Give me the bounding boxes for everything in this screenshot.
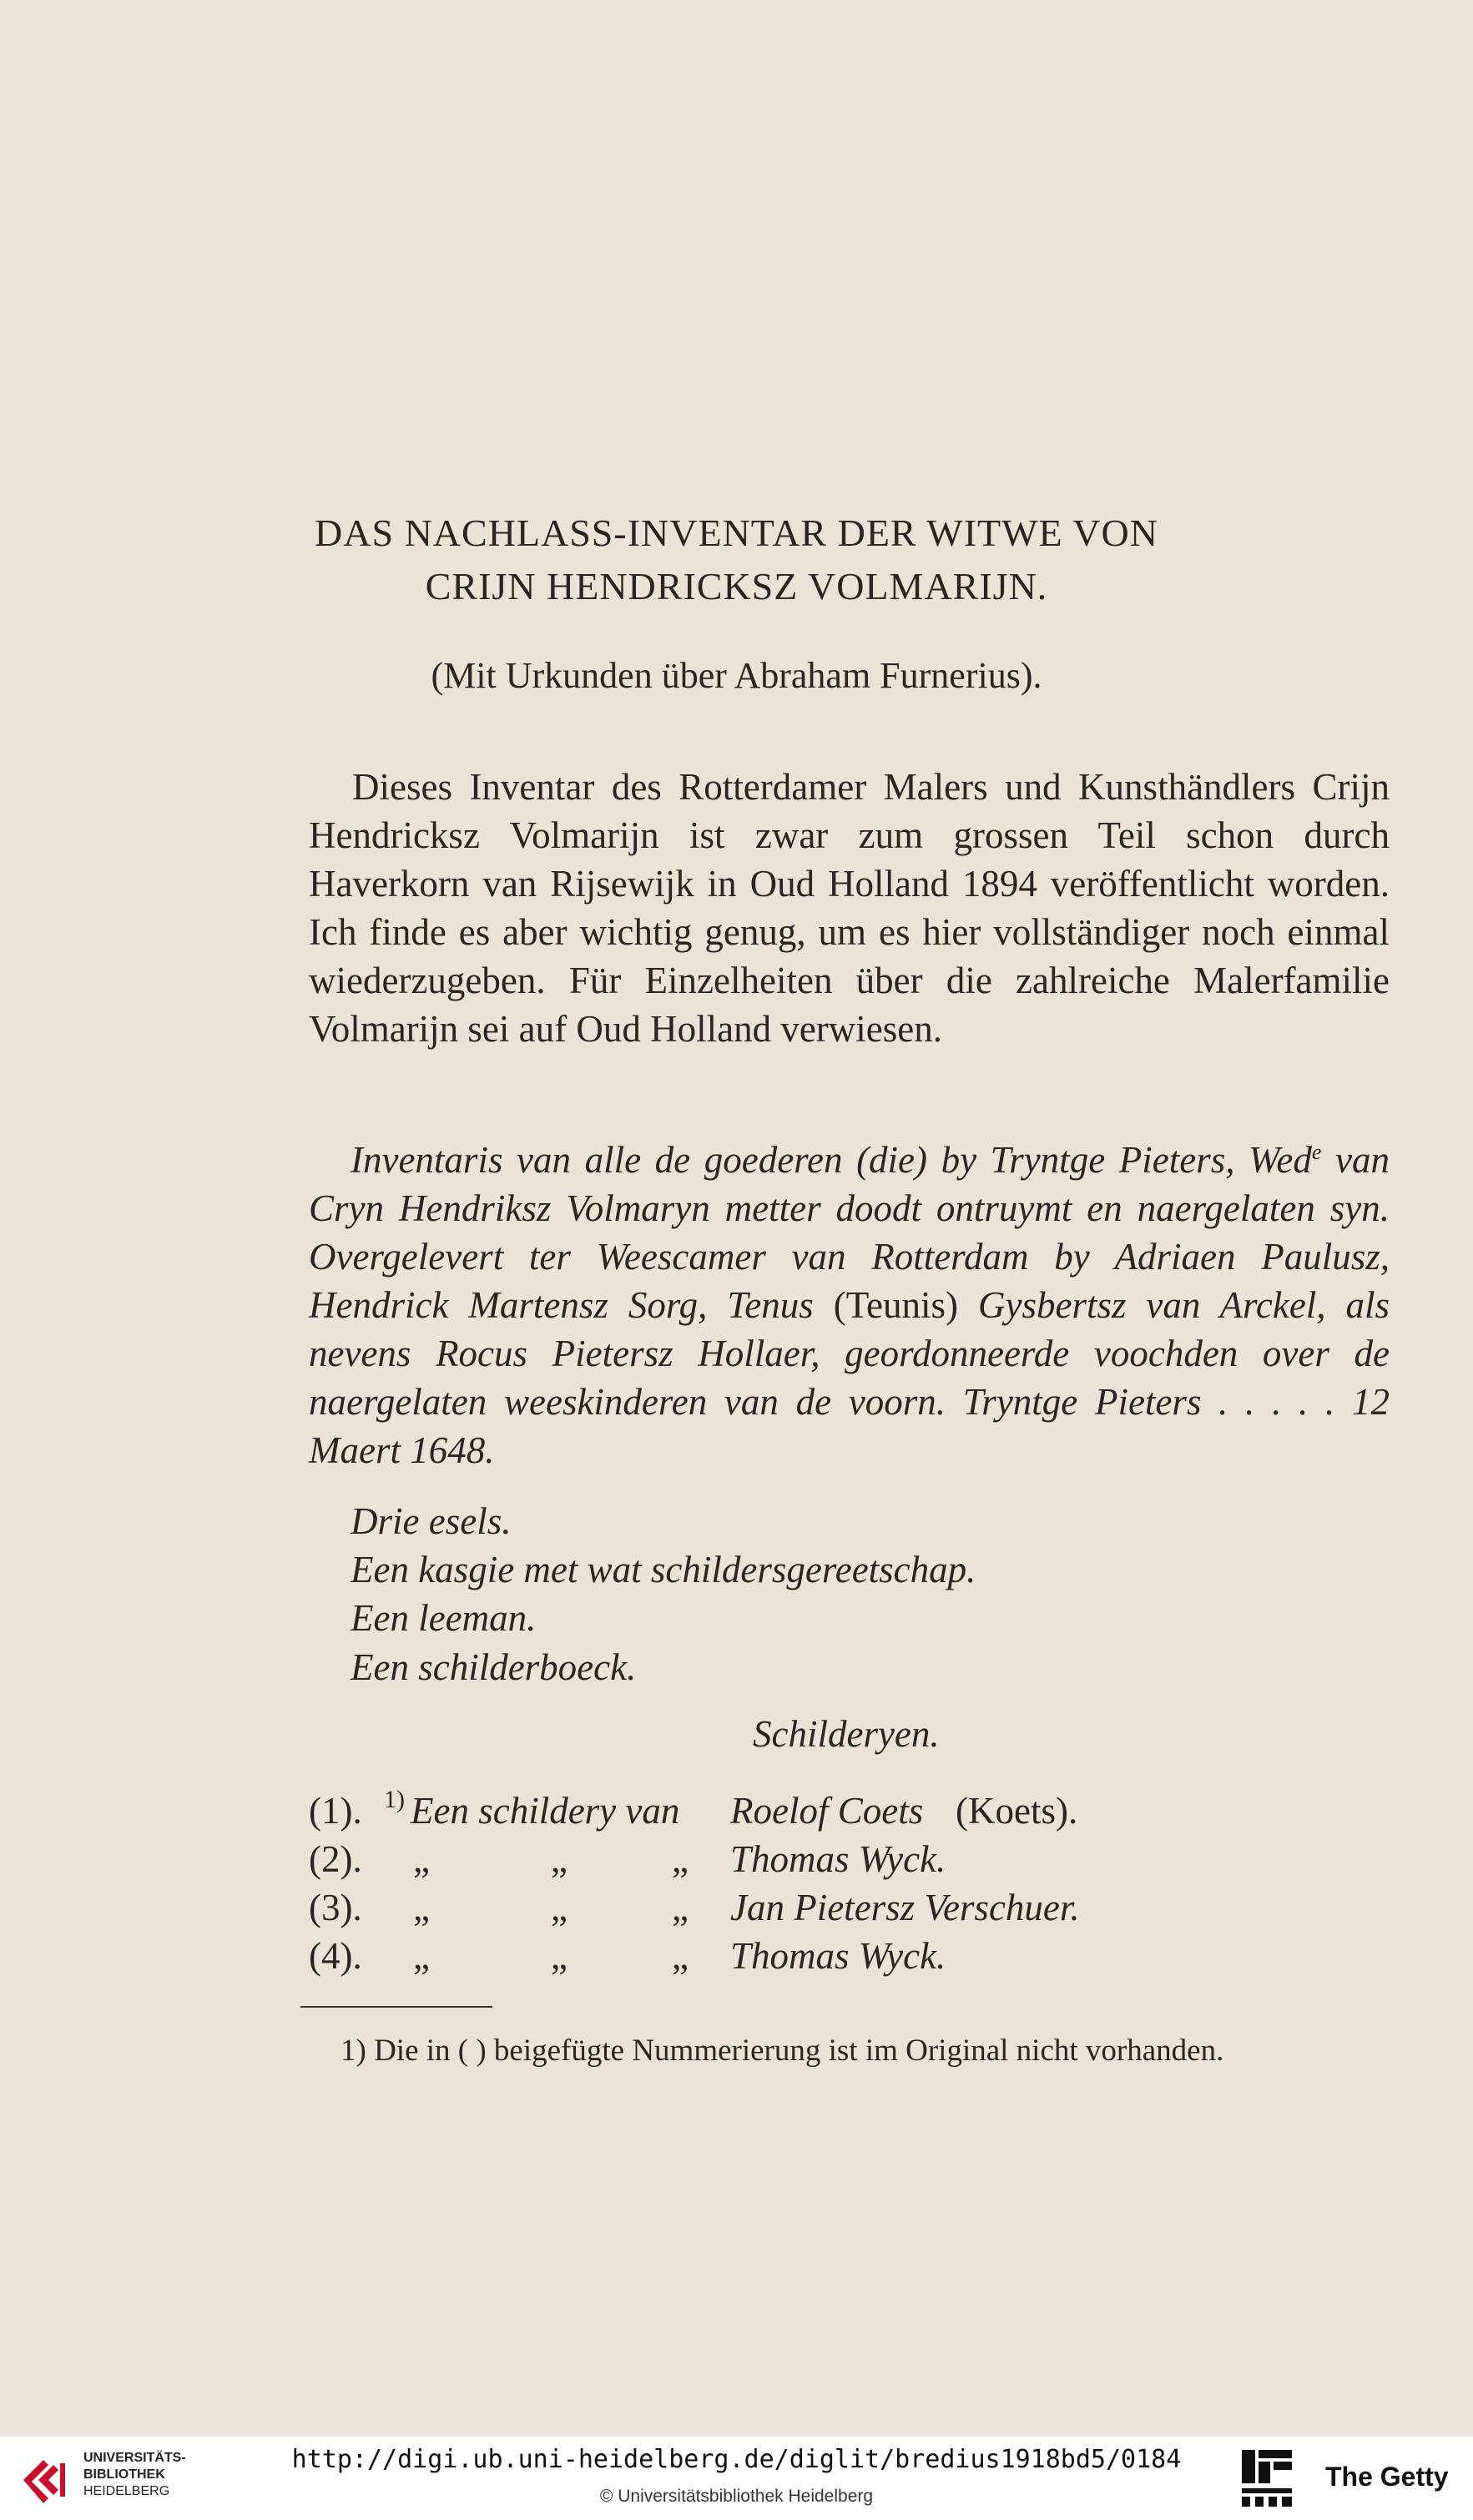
footnote-mark: 1) <box>384 1786 405 1813</box>
inventory-header-part1: Inventaris van alle de goederen (die) by Tryntge Pieters, Wed <box>351 1139 1312 1181</box>
ditto-mark: „ <box>672 1887 689 1928</box>
ditto-mark: „ <box>551 1935 568 1977</box>
inventory-header-upright: (Teunis) <box>833 1284 959 1326</box>
ditto-mark: „ <box>551 1887 568 1928</box>
painting-number: (3). <box>309 1887 362 1928</box>
permalink-url[interactable]: http://digi.ub.uni-heidelberg.de/diglit/bredius1918bd5/0184 <box>291 2445 1182 2474</box>
painting-number: (1). <box>309 1790 362 1832</box>
library-line-2: BIBLIOTHEK <box>83 2467 165 2482</box>
title-line-1: DAS NACHLASS-INVENTAR DER WITWE VON <box>315 512 1158 554</box>
ditto-mark: „ <box>672 1935 689 1977</box>
library-line-1: UNIVERSITÄTS- <box>83 2451 186 2465</box>
painting-row <box>309 1837 1310 1886</box>
painting-number: (2). <box>309 1838 362 1880</box>
ditto-mark: „ <box>413 1887 430 1928</box>
painting-extra: (Koets). <box>956 1790 1078 1832</box>
inventory-header-part3: Gysbertsz van Arckel, als nevens Rocus Pietersz Hollaer, geordonneerde voochden over de naergelaten weeskinderen van de voorn. Tryntge Pieters . . . . . 12 Maert 1648. <box>309 1284 1390 1471</box>
painting-artist: Thomas Wyck. <box>730 1935 946 1977</box>
subtitle: (Mit Urkunden über Abraham Furnerius). <box>431 655 1042 696</box>
inventory-item: Drie esels. <box>351 1500 512 1542</box>
painting-artist: Roelof Coets <box>730 1790 924 1832</box>
painting-artist: Thomas Wyck. <box>730 1838 946 1880</box>
getty-name: The Getty <box>1325 2462 1449 2492</box>
footnote: 1) Die in ( ) beigefügte Nummerierung ist im Original nicht vorhanden. <box>341 2034 1224 2068</box>
painting-artist: Jan Pietersz Verschuer. <box>730 1887 1080 1928</box>
footnote-divider <box>300 2006 492 2008</box>
inventory-header-sup: e <box>1311 1140 1322 1164</box>
inventory-item: Een schilderboeck. <box>351 1646 637 1688</box>
ditto-mark: „ <box>551 1838 568 1880</box>
painting-row <box>309 1786 1310 1837</box>
library-line-3: HEIDELBERG <box>83 2484 170 2498</box>
painting-row <box>309 1886 1310 1934</box>
ditto-mark: „ <box>672 1838 689 1880</box>
inventory-item: Een kasgie met wat schildersgereetschap. <box>351 1549 976 1590</box>
intro-paragraph: Dieses Inventar des Rotterdamer Malers und Kunsthändlers Crijn Hendricksz Volmarijn ist zwar zum grossen Teil schon durch Haverkorn van Rijsewijk in Oud Holland 1894 veröffentlicht worden. Ich finde es aber wichtig genug, um es hier vollständiger noch einmal wiederzugeben. Für Einzelheiten über die zahlreiche Malerfamilie Volmarijn sei auf Oud Holland verwiesen. <box>309 766 1390 1050</box>
footer-bar <box>0 2437 1473 2520</box>
painting-text: Een schildery van <box>411 1790 680 1832</box>
painting-row <box>309 1934 1310 1983</box>
ditto-mark: „ <box>413 1838 430 1880</box>
inventory-header-paragraph <box>309 1128 1390 1474</box>
copyright-notice: © Universitätsbibliothek Heidelberg <box>599 2487 874 2506</box>
inventory-item: Een leeman. <box>351 1597 537 1639</box>
getty-logo-icon <box>1238 2447 1297 2510</box>
title-line-2: CRIJN HENDRICKSZ VOLMARIJN. <box>425 565 1048 607</box>
inventory-header-part2: van Cryn Hendriksz Volmaryn metter doodt ontruymt en naergelaten syn. Overgelevert ter Weescamer van Rotterdam by Adriaen Paulusz, Hendrick Martensz Sorg, Tenus <box>309 1139 1390 1326</box>
ditto-mark: „ <box>413 1935 430 1977</box>
section-heading: Schilderyen. <box>753 1713 940 1755</box>
painting-number: (4). <box>309 1935 362 1977</box>
